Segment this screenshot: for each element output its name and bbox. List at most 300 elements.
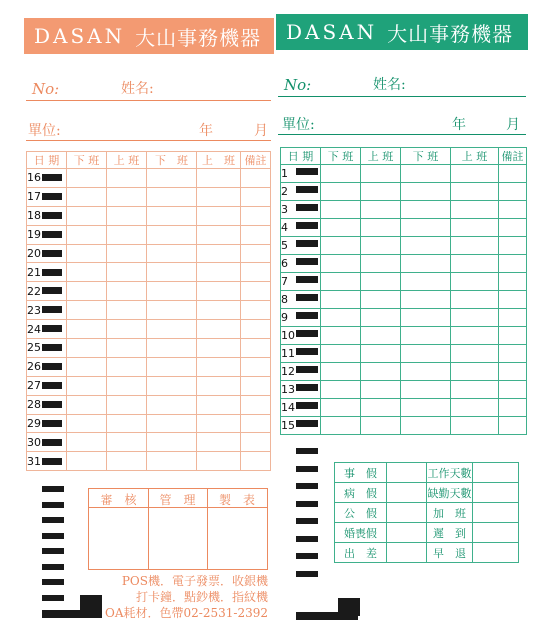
time-cell (197, 357, 241, 376)
time-cell (197, 320, 241, 339)
timing-mark (42, 231, 62, 238)
col-out-2: 下 班 (401, 148, 451, 165)
time-cell (499, 255, 527, 273)
time-cell (241, 395, 271, 414)
summary-type: 早 退 (427, 543, 473, 563)
time-cell (321, 363, 361, 381)
leave-value (387, 523, 427, 543)
time-cell (107, 301, 147, 320)
time-cell (321, 201, 361, 219)
day-number: 25 (27, 339, 67, 358)
time-cell (147, 244, 197, 263)
time-cell (451, 381, 499, 399)
time-cell (499, 183, 527, 201)
time-cell (197, 244, 241, 263)
time-cell (241, 376, 271, 395)
day-number: 15 (281, 417, 321, 435)
time-cell (361, 399, 401, 417)
day-row (27, 282, 271, 301)
time-cell (197, 301, 241, 320)
time-cell (401, 381, 451, 399)
time-cell (147, 395, 197, 414)
time-cell (321, 219, 361, 237)
company-name: 大山事務機器 (387, 21, 514, 46)
timing-mark (296, 483, 318, 489)
time-cell (401, 201, 451, 219)
timing-mark (42, 458, 62, 465)
timing-mark (296, 330, 318, 337)
time-cell (67, 414, 107, 433)
time-cell (361, 201, 401, 219)
summary-row (335, 483, 519, 503)
time-cell (147, 206, 197, 225)
unit-label: 單位: (28, 123, 61, 139)
day-row (27, 206, 271, 225)
day-number: 2 (281, 183, 321, 201)
leave-type: 事 假 (335, 463, 387, 483)
month-label: 月 (254, 123, 268, 139)
day-number: 9 (281, 309, 321, 327)
timing-mark (42, 212, 62, 219)
time-cell (499, 399, 527, 417)
timing-mark (42, 250, 62, 257)
time-cell (361, 291, 401, 309)
summary-value (473, 543, 519, 563)
day-number: 17 (27, 187, 67, 206)
time-cell (499, 219, 527, 237)
year-label: 年 (452, 117, 466, 133)
day-number: 28 (27, 395, 67, 414)
time-cell (67, 206, 107, 225)
col-in-2: 上 班 (451, 148, 499, 165)
col-remark: 備註 (499, 148, 527, 165)
leave-type: 公 假 (335, 503, 387, 523)
time-cell (401, 345, 451, 363)
time-cell (321, 273, 361, 291)
time-cell (67, 395, 107, 414)
time-cell (321, 345, 361, 363)
day-number: 14 (281, 399, 321, 417)
timing-mark (296, 312, 318, 319)
time-cell (241, 187, 271, 206)
time-cell (241, 320, 271, 339)
time-cell (361, 219, 401, 237)
time-cell (241, 339, 271, 358)
day-number: 29 (27, 414, 67, 433)
col-date: 日 期 (27, 152, 67, 169)
timing-mark (42, 439, 62, 446)
timing-mark (42, 595, 64, 601)
brand-name: DASAN (286, 20, 378, 44)
time-cell (107, 357, 147, 376)
time-cell (361, 363, 401, 381)
time-cell (107, 414, 147, 433)
summary-row (335, 523, 519, 543)
time-cell (361, 327, 401, 345)
col-in-1: 上 班 (107, 152, 147, 169)
rule-line (26, 100, 271, 101)
day-number: 4 (281, 219, 321, 237)
time-cell (451, 363, 499, 381)
no-label: No: (32, 80, 60, 98)
year-label: 年 (199, 123, 213, 139)
timing-mark (42, 533, 64, 539)
time-cell (147, 187, 197, 206)
summary-type: 工作天數 (427, 463, 473, 483)
timing-mark (296, 348, 318, 355)
time-cell (361, 183, 401, 201)
time-cell (241, 414, 271, 433)
day-number: 24 (27, 320, 67, 339)
timing-mark (296, 240, 318, 247)
day-number: 30 (27, 433, 67, 452)
time-cell (361, 165, 401, 183)
day-row (27, 320, 271, 339)
day-row (27, 339, 271, 358)
time-cell (107, 452, 147, 471)
day-number: 22 (27, 282, 67, 301)
time-cell (321, 399, 361, 417)
time-cell (321, 183, 361, 201)
time-cell (401, 309, 451, 327)
time-cell (197, 395, 241, 414)
timing-mark (42, 579, 64, 585)
timing-mark (296, 402, 318, 409)
day-number: 16 (27, 169, 67, 188)
time-cell (241, 225, 271, 244)
time-cell (499, 201, 527, 219)
summary-table (334, 462, 519, 563)
day-number: 8 (281, 291, 321, 309)
time-cell (499, 309, 527, 327)
timing-mark (42, 401, 62, 408)
day-number: 6 (281, 255, 321, 273)
summary-row (335, 503, 519, 523)
timing-mark (296, 518, 318, 524)
time-cell (107, 339, 147, 358)
time-cell (197, 187, 241, 206)
time-cell (107, 263, 147, 282)
approval-manage: 管 理 (159, 493, 196, 507)
rule-line (278, 96, 526, 97)
day-number: 13 (281, 381, 321, 399)
time-cell (67, 169, 107, 188)
rule-line (278, 134, 526, 135)
time-cell (499, 381, 527, 399)
time-cell (401, 327, 451, 345)
time-cell (321, 327, 361, 345)
time-cell (361, 309, 401, 327)
day-row (27, 169, 271, 188)
timing-mark (296, 571, 318, 577)
time-cell (107, 169, 147, 188)
time-cell (451, 291, 499, 309)
col-date: 日 期 (281, 148, 321, 165)
timing-mark (296, 294, 318, 301)
time-cell (147, 357, 197, 376)
col-out-1: 下 班 (67, 152, 107, 169)
footer-line: 打卡鐘．點鈔機．指紋機 (135, 590, 268, 604)
day-row (27, 395, 271, 414)
time-cell (361, 381, 401, 399)
summary-type: 缺勤天數 (427, 483, 473, 503)
time-cell (197, 206, 241, 225)
col-remark: 備註 (241, 152, 271, 169)
time-cell (451, 165, 499, 183)
day-number: 12 (281, 363, 321, 381)
time-cell (67, 320, 107, 339)
day-number: 23 (27, 301, 67, 320)
time-cell (451, 399, 499, 417)
timing-mark (296, 448, 318, 454)
time-cell (499, 291, 527, 309)
col-in-2: 上 班 (197, 152, 241, 169)
time-cell (147, 320, 197, 339)
col-out-2: 下 班 (147, 152, 197, 169)
time-cell (241, 282, 271, 301)
time-cell (67, 187, 107, 206)
time-cell (147, 282, 197, 301)
day-number: 18 (27, 206, 67, 225)
time-cell (451, 219, 499, 237)
attendance-grid (26, 151, 271, 471)
time-cell (401, 183, 451, 201)
timing-mark (296, 258, 318, 265)
time-cell (67, 339, 107, 358)
no-label: No: (284, 76, 312, 94)
time-cell (241, 301, 271, 320)
timing-mark (296, 276, 318, 283)
time-cell (499, 237, 527, 255)
day-row (27, 357, 271, 376)
time-cell (241, 452, 271, 471)
approval-review: 審 核 (100, 493, 137, 507)
day-number: 5 (281, 237, 321, 255)
time-cell (197, 282, 241, 301)
time-card-1-15 (276, 14, 528, 624)
time-cell (401, 255, 451, 273)
time-cell (499, 417, 527, 435)
summary-row (335, 463, 519, 483)
day-number: 31 (27, 452, 67, 471)
time-cell (499, 345, 527, 363)
timing-mark (42, 363, 62, 370)
day-row (27, 452, 271, 471)
time-cell (147, 169, 197, 188)
brand-name: DASAN (34, 24, 126, 48)
timing-mark (42, 174, 62, 181)
timing-mark (296, 366, 318, 373)
time-cell (401, 417, 451, 435)
timing-mark (80, 595, 102, 615)
time-cell (241, 169, 271, 188)
timing-mark (296, 204, 318, 211)
time-cell (147, 263, 197, 282)
time-cell (197, 414, 241, 433)
time-cell (67, 452, 107, 471)
timing-mark (296, 384, 318, 391)
time-cell (197, 169, 241, 188)
timing-mark (42, 548, 64, 554)
time-cell (197, 452, 241, 471)
time-cell (361, 417, 401, 435)
card-header (276, 14, 528, 50)
time-cell (147, 452, 197, 471)
day-number: 10 (281, 327, 321, 345)
timing-mark (42, 502, 64, 508)
day-row (27, 263, 271, 282)
time-cell (451, 237, 499, 255)
timing-mark (42, 287, 62, 294)
time-cell (321, 309, 361, 327)
time-cell (321, 291, 361, 309)
day-number: 27 (27, 376, 67, 395)
day-row (27, 414, 271, 433)
time-cell (197, 433, 241, 452)
time-cell (197, 225, 241, 244)
name-label: 姓名: (121, 81, 154, 97)
time-cell (67, 301, 107, 320)
time-cell (321, 255, 361, 273)
time-cell (107, 433, 147, 452)
timing-mark (42, 382, 62, 389)
timing-mark (42, 269, 62, 276)
time-cell (107, 187, 147, 206)
time-cell (451, 273, 499, 291)
time-cell (401, 165, 451, 183)
day-number: 21 (27, 263, 67, 282)
timing-mark (42, 325, 62, 332)
timing-mark (296, 553, 318, 559)
time-cell (321, 417, 361, 435)
day-number: 19 (27, 225, 67, 244)
time-cell (401, 363, 451, 381)
day-row (27, 225, 271, 244)
summary-row (335, 543, 519, 563)
time-cell (107, 244, 147, 263)
summary-type: 加 班 (427, 503, 473, 523)
time-cell (197, 376, 241, 395)
time-cell (321, 381, 361, 399)
day-number: 26 (27, 357, 67, 376)
timing-mark (296, 501, 318, 507)
time-cell (401, 291, 451, 309)
leave-type: 出 差 (335, 543, 387, 563)
summary-value (473, 503, 519, 523)
col-out-1: 下 班 (321, 148, 361, 165)
leave-value (387, 503, 427, 523)
timing-mark (42, 306, 62, 313)
time-cell (401, 219, 451, 237)
timing-mark (338, 598, 360, 616)
time-cell (451, 417, 499, 435)
time-cell (451, 345, 499, 363)
timing-mark (42, 564, 64, 570)
name-label: 姓名: (373, 77, 406, 93)
time-cell (241, 206, 271, 225)
time-cell (67, 225, 107, 244)
time-cell (499, 363, 527, 381)
day-row (27, 376, 271, 395)
time-cell (147, 414, 197, 433)
time-cell (361, 255, 401, 273)
time-cell (361, 237, 401, 255)
timing-mark (296, 222, 318, 229)
time-cell (67, 433, 107, 452)
time-cell (107, 320, 147, 339)
time-cell (361, 345, 401, 363)
day-number: 11 (281, 345, 321, 363)
approval-box (88, 488, 268, 570)
time-cell (401, 399, 451, 417)
timing-mark (296, 536, 318, 542)
summary-type: 遲 到 (427, 523, 473, 543)
day-row (27, 187, 271, 206)
day-row (27, 244, 271, 263)
time-cell (401, 273, 451, 291)
day-number: 1 (281, 165, 321, 183)
time-cell (241, 433, 271, 452)
grid-header-row (27, 152, 271, 169)
day-row (27, 301, 271, 320)
leave-value (387, 543, 427, 563)
time-cell (241, 244, 271, 263)
col-in-1: 上 班 (361, 148, 401, 165)
time-cell (451, 309, 499, 327)
time-cell (107, 206, 147, 225)
rule-line (26, 140, 271, 141)
timing-mark (42, 486, 64, 492)
approval-prepare: 製 表 (218, 493, 255, 507)
time-cell (451, 201, 499, 219)
time-cell (241, 263, 271, 282)
leave-value (387, 463, 427, 483)
time-cell (401, 237, 451, 255)
time-cell (67, 357, 107, 376)
time-cell (147, 301, 197, 320)
grid-header-row (281, 148, 527, 165)
leave-value (387, 483, 427, 503)
timing-mark (42, 420, 62, 427)
time-cell (67, 263, 107, 282)
time-cell (499, 327, 527, 345)
summary-value (473, 483, 519, 503)
summary-value (473, 523, 519, 543)
time-cell (107, 225, 147, 244)
time-cell (107, 376, 147, 395)
timing-mark (296, 420, 318, 427)
leave-type: 婚喪假 (335, 523, 387, 543)
footer-line: POS機．電子發票．收銀機 (121, 574, 268, 588)
company-name: 大山事務機器 (135, 25, 262, 50)
day-number: 7 (281, 273, 321, 291)
time-cell (67, 244, 107, 263)
time-cell (451, 255, 499, 273)
time-cell (451, 327, 499, 345)
unit-label: 單位: (282, 117, 315, 133)
timing-mark (296, 466, 318, 472)
month-label: 月 (506, 117, 520, 133)
time-cell (499, 273, 527, 291)
time-cell (321, 165, 361, 183)
time-cell (67, 282, 107, 301)
timing-mark (296, 186, 318, 193)
time-cell (321, 237, 361, 255)
summary-value (473, 463, 519, 483)
time-cell (147, 339, 197, 358)
time-cell (147, 376, 197, 395)
timing-mark (42, 193, 62, 200)
